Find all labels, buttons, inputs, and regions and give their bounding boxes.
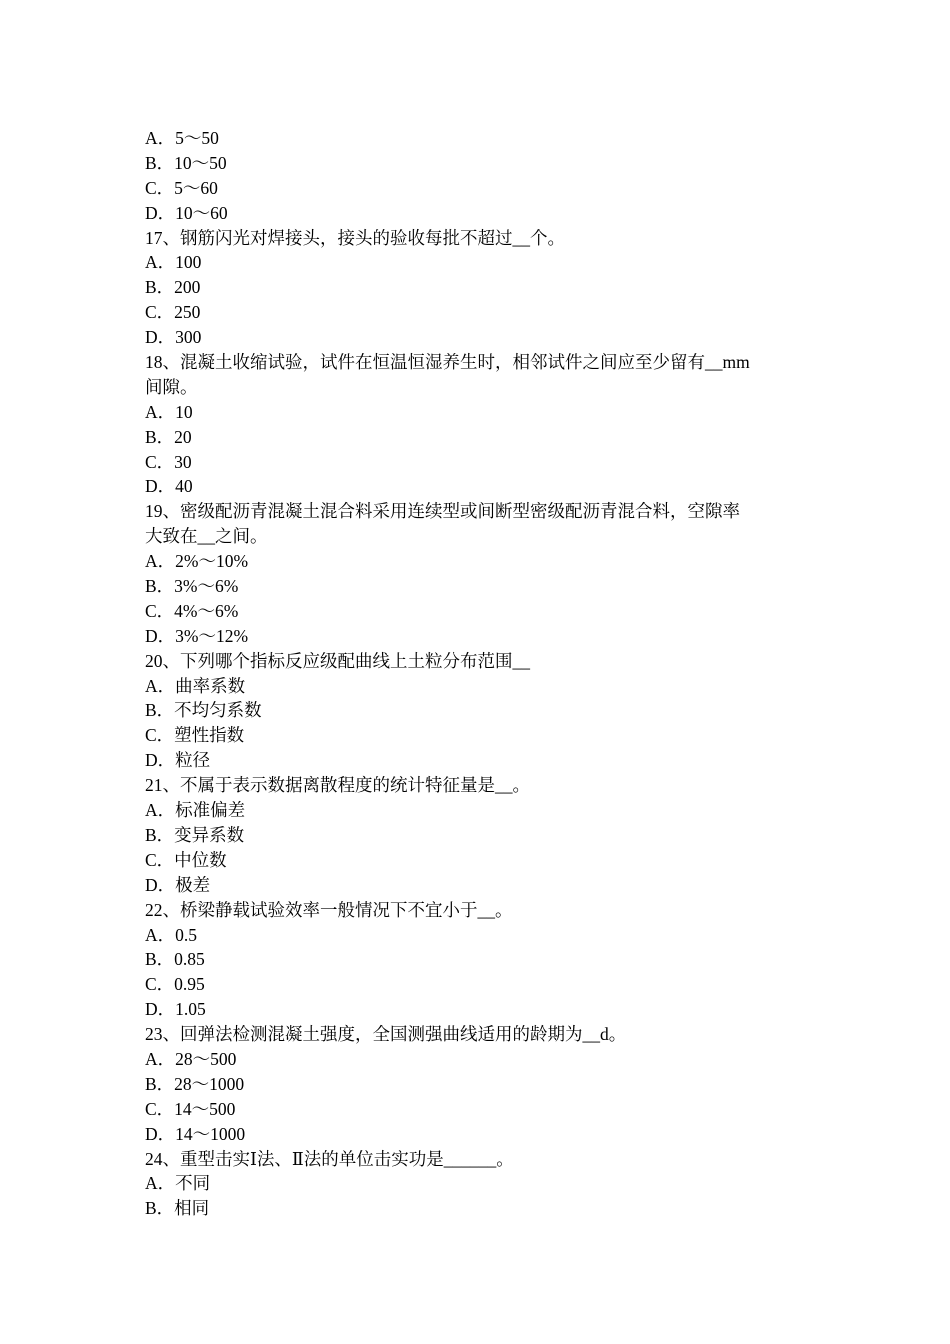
question-continuation-line: 大致在__之间。	[145, 526, 268, 547]
option-line: A．2%～10%	[145, 551, 249, 572]
option-line: D．14～1000	[145, 1123, 246, 1144]
option-line: A．标准偏差	[145, 800, 246, 821]
option-line: C．中位数	[145, 849, 227, 870]
option-line: D．40	[145, 476, 193, 497]
question-line: 24、重型击实Ⅰ法、Ⅱ法的单位击实功是______。	[145, 1148, 514, 1169]
question-continuation-line: 间隙。	[145, 376, 198, 397]
option-line: A．0.5	[145, 924, 198, 945]
option-line: D．粒径	[145, 750, 211, 771]
question-line: 17、钢筋闪光对焊接头，接头的验收每批不超过__个。	[145, 227, 565, 248]
question-line: 22、桥梁静载试验效率一般情况下不宜小于__。	[145, 899, 513, 920]
option-line: B．不均匀系数	[145, 700, 262, 721]
option-line: C．250	[145, 302, 201, 323]
option-line: C．30	[145, 451, 192, 472]
option-line: D．300	[145, 327, 202, 348]
question-line: 20、下列哪个指标反应级配曲线上土粒分布范围__	[145, 650, 530, 671]
option-line: C．0.95	[145, 974, 205, 995]
option-line: B．200	[145, 277, 201, 298]
option-line: C．4%～6%	[145, 600, 239, 621]
option-line: B．28～1000	[145, 1073, 245, 1094]
option-line: A．不同	[145, 1173, 211, 1194]
option-line: A．5～50	[145, 128, 219, 148]
option-line: C．5～60	[145, 177, 218, 198]
option-line: A．曲率系数	[145, 675, 246, 696]
option-line: B．相同	[145, 1198, 210, 1219]
option-line: D．3%～12%	[145, 625, 249, 646]
option-line: D．极差	[145, 874, 211, 895]
option-line: B．10～50	[145, 152, 227, 173]
option-line: B．3%～6%	[145, 576, 239, 597]
option-line: B．20	[145, 426, 192, 447]
option-line: C．塑性指数	[145, 725, 245, 746]
option-line: D．10～60	[145, 202, 228, 223]
option-line: B．0.85	[145, 949, 205, 970]
option-line: C．14～500	[145, 1098, 236, 1119]
question-line: 23、回弹法检测混凝土强度，全国测强曲线适用的龄期为__d。	[145, 1024, 627, 1045]
option-line: D．1.05	[145, 999, 206, 1020]
question-line: 18、混凝土收缩试验，试件在恒温恒湿养生时，相邻试件之间应至少留有__mm	[145, 352, 750, 373]
option-line: A．10	[145, 401, 193, 422]
question-line: 21、不属于表示数据离散程度的统计特征量是__。	[145, 775, 530, 796]
document-body	[145, 126, 810, 1221]
option-line: A．100	[145, 252, 202, 273]
option-line: B．变异系数	[145, 824, 245, 845]
option-line: A．28～500	[145, 1048, 237, 1069]
question-line: 19、密级配沥青混凝土混合料采用连续型或间断型密级配沥青混合料，空隙率	[145, 501, 740, 522]
